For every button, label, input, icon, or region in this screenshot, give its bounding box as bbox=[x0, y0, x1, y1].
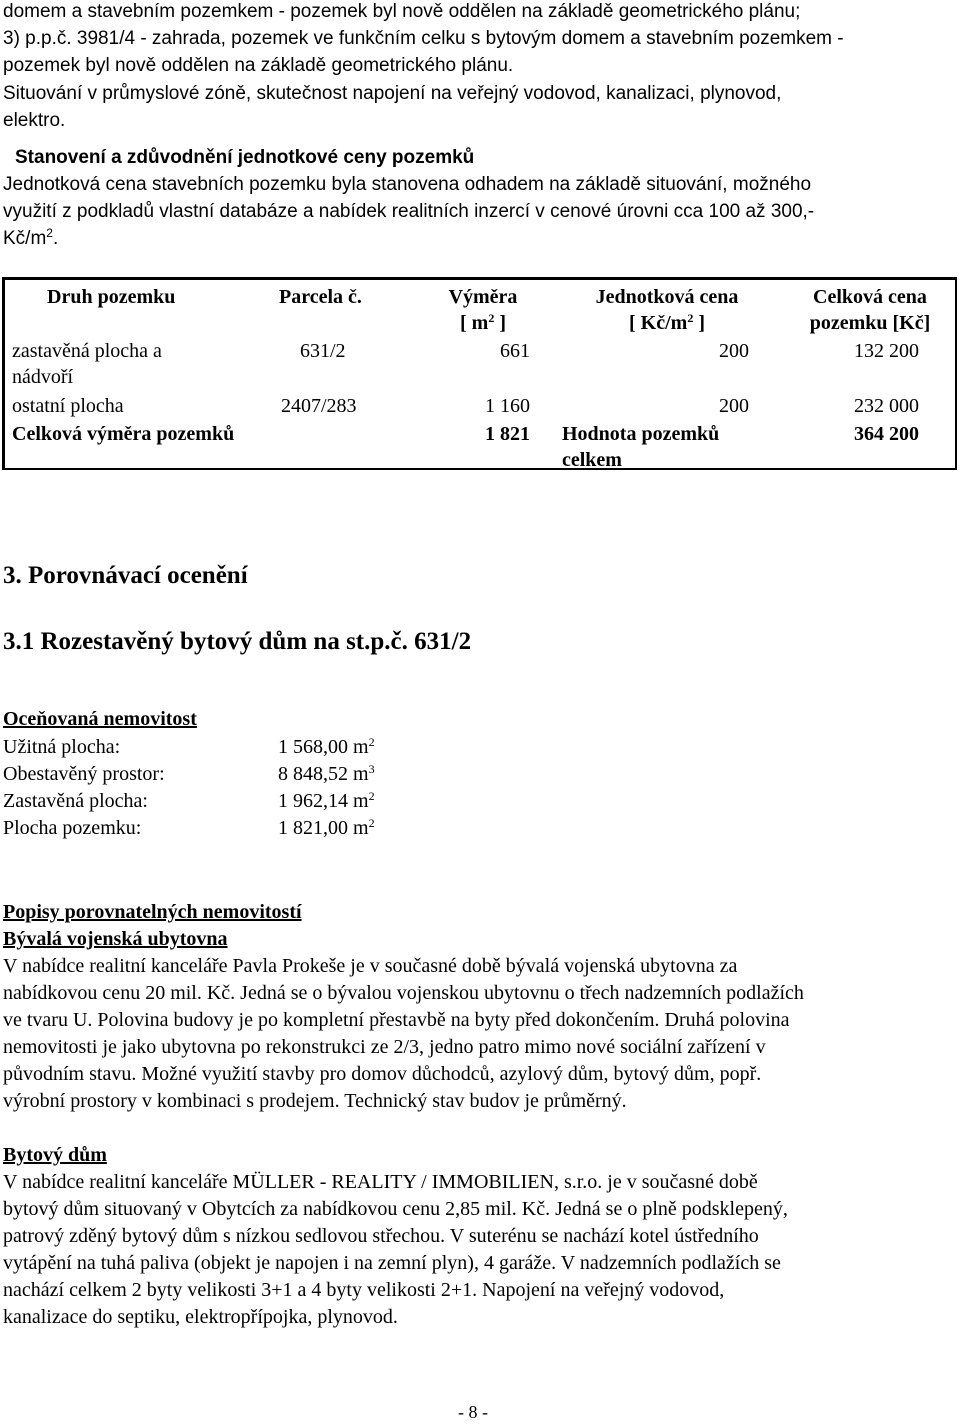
table-row bbox=[5, 393, 955, 419]
comparable-line: patrový zděný bytový dům s nízkou sedlovou střechou. V suterénu se nachází kotel ústředního bbox=[3, 1225, 759, 1247]
intro-paragraph bbox=[3, 0, 958, 134]
unit-price-line bbox=[3, 226, 958, 252]
land-value-table bbox=[2, 277, 957, 470]
header-unit-price-unit: [ Kč/m bbox=[629, 312, 688, 334]
header-unit-price-bracket: ] bbox=[693, 312, 705, 334]
comparable-line: kanalizace do septiku, elektropřípojka, plynovod. bbox=[3, 1306, 398, 1328]
property-label: Zastavěná plocha: bbox=[3, 790, 148, 812]
header-area-sup: 2 bbox=[488, 311, 495, 325]
header-total-line2: pozemku [Kč] bbox=[809, 312, 931, 334]
property-value bbox=[278, 815, 375, 841]
header-area-bracket: ] bbox=[494, 312, 506, 334]
property-value-sup: 3 bbox=[368, 762, 375, 776]
property-value-text: 8 848,52 m bbox=[278, 763, 369, 785]
comparable-line: nachází celkem 2 byty velikosti 3+1 a 4 byty velikosti 2+1. Napojení na veřejný vodovod, bbox=[3, 1279, 725, 1301]
table-row bbox=[5, 338, 955, 390]
summary-value-label-line2: celkem bbox=[562, 449, 622, 471]
property-label: Plocha pozemku: bbox=[3, 817, 142, 839]
unit-price-heading bbox=[3, 145, 958, 171]
comparable-line: ve tvaru U. Polovina budovy je po kompletní přestavbě na byty před dokončením. Druhá polovina bbox=[3, 1009, 790, 1031]
cell-total: 132 200 bbox=[854, 340, 919, 362]
summary-area: 1 821 bbox=[485, 423, 530, 445]
summary-value-label-line1: Hodnota pozemků bbox=[562, 423, 720, 445]
header-unit-price bbox=[579, 284, 755, 336]
header-unit-price-sup: 2 bbox=[687, 311, 694, 325]
header-type: Druh pozemku bbox=[47, 286, 176, 308]
comparable-line: nemovitosti je jako ubytovna po rekonstrukci ze 2/3, jedno patro mimo nové sociální zařízení v bbox=[3, 1036, 766, 1058]
cell-area: 661 bbox=[500, 340, 530, 362]
cell-parcel: 2407/283 bbox=[281, 395, 357, 417]
unit-sup: 2 bbox=[46, 226, 53, 240]
intro-line: elektro. bbox=[3, 110, 66, 131]
header-area-line2 bbox=[433, 310, 533, 336]
comparable-line: vytápění na tuhá paliva (objekt je napojen i na zemní plyn), 4 garáže. V nadzemních podlažích se bbox=[3, 1252, 781, 1274]
unit-price-heading-text: Stanovení a zdůvodnění jednotkové ceny pozemků bbox=[15, 147, 475, 168]
intro-line: domem a stavebním pozemkem - pozemek byl nově oddělen na základě geometrického plánu; bbox=[3, 1, 801, 22]
property-value bbox=[278, 788, 375, 814]
unit-price-line: Jednotková cena stavebních pozemku byla stanovena odhadem na základě situování, možného bbox=[3, 174, 812, 195]
unit-price-line: využití z podkladů vlastní databáze a nabídek realitních inzercí v cenové úrovni cca 100 až 300,- bbox=[3, 201, 815, 222]
summary-value-label bbox=[562, 421, 719, 473]
property-value-text: 1 568,00 m bbox=[278, 736, 369, 758]
header-area-unit: [ m bbox=[460, 312, 489, 334]
property-value-sup: 2 bbox=[368, 816, 375, 830]
section-3-title: 3. Porovnávací ocenění bbox=[3, 562, 248, 589]
property-value-text: 1 962,14 m bbox=[278, 790, 369, 812]
unit-text: Kč/m bbox=[3, 228, 47, 249]
cell-type-line1: zastavěná plocha a bbox=[12, 340, 162, 362]
property-label: Užitná plocha: bbox=[3, 736, 121, 758]
property-value-sup: 2 bbox=[368, 735, 375, 749]
cell-unit-price: 200 bbox=[719, 340, 749, 362]
intro-line: Situování v průmyslové zóně, skutečnost napojení na veřejný vodovod, kanalizaci, plynovod, bbox=[3, 83, 782, 104]
header-total bbox=[795, 284, 945, 336]
unit-suffix: . bbox=[52, 228, 59, 249]
cell-type-line2: nádvoří bbox=[12, 366, 74, 388]
cell-type bbox=[12, 338, 162, 390]
property-section bbox=[3, 706, 603, 846]
cell-unit-price: 200 bbox=[719, 395, 749, 417]
property-value bbox=[278, 734, 375, 760]
header-unit-price-line2 bbox=[579, 310, 755, 336]
comparable-title: Bytový dům bbox=[3, 1144, 107, 1166]
intro-line: 3) p.p.č. 3981/4 - zahrada, pozemek ve funkčním celku s bytovým domem a stavebním pozemkem - bbox=[3, 28, 844, 49]
unit-price-section bbox=[3, 145, 958, 252]
section-3-1-title: 3.1 Rozestavěný bytový dům na st.p.č. 631/2 bbox=[3, 628, 472, 655]
header-total-line1: Celková cena bbox=[813, 286, 927, 308]
header-area bbox=[433, 284, 533, 336]
property-value bbox=[278, 761, 375, 787]
intro-line: pozemek byl nově oddělen na základě geometrického plánu. bbox=[3, 55, 514, 76]
cell-total: 232 000 bbox=[854, 395, 919, 417]
comparable-line: výrobní prostory v kombinaci s prodejem. Technický stav budov je průměrný. bbox=[3, 1090, 627, 1112]
table-summary-row bbox=[5, 421, 955, 471]
comparable-line: bytový dům situovaný v Obytcích za nabídkovou cenu 2,85 mil. Kč. Jedná se o plně podsklepený, bbox=[3, 1198, 788, 1220]
comparable-title: Bývalá vojenská ubytovna bbox=[3, 928, 228, 950]
comparable-line: V nabídce realitní kanceláře MÜLLER - REALITY / IMMOBILIEN, s.r.o. je v současné době bbox=[3, 1171, 758, 1193]
comparables-heading: Popisy porovnatelných nemovitostí bbox=[3, 901, 302, 923]
property-value-sup: 2 bbox=[368, 789, 375, 803]
property-value-text: 1 821,00 m bbox=[278, 817, 369, 839]
cell-area: 1 160 bbox=[485, 395, 530, 417]
comparable-line: V nabídce realitní kanceláře Pavla Prokeše je v současné době bývalá vojenská ubytovna za bbox=[3, 955, 738, 977]
property-label: Obestavěný prostor: bbox=[3, 763, 165, 785]
header-parcel: Parcela č. bbox=[279, 286, 362, 308]
comparables-section bbox=[3, 899, 958, 1330]
property-heading: Oceňovaná nemovitost bbox=[3, 708, 197, 730]
summary-label: Celková výměra pozemků bbox=[12, 423, 235, 445]
page-number: - 8 - bbox=[458, 1402, 488, 1422]
summary-value: 364 200 bbox=[854, 423, 919, 445]
cell-type: ostatní plocha bbox=[12, 395, 124, 417]
comparable-line: nabídkovou cenu 20 mil. Kč. Jedná se o bývalou vojenskou ubytovnu o třech nadzemních podlažích bbox=[3, 982, 804, 1004]
cell-parcel: 631/2 bbox=[300, 340, 346, 362]
header-unit-price-line1: Jednotková cena bbox=[595, 286, 739, 308]
header-area-line1: Výměra bbox=[448, 286, 518, 308]
comparable-line: původním stavu. Možné využití stavby pro domov důchodců, azylový dům, bytový dům, popř. bbox=[3, 1063, 762, 1085]
